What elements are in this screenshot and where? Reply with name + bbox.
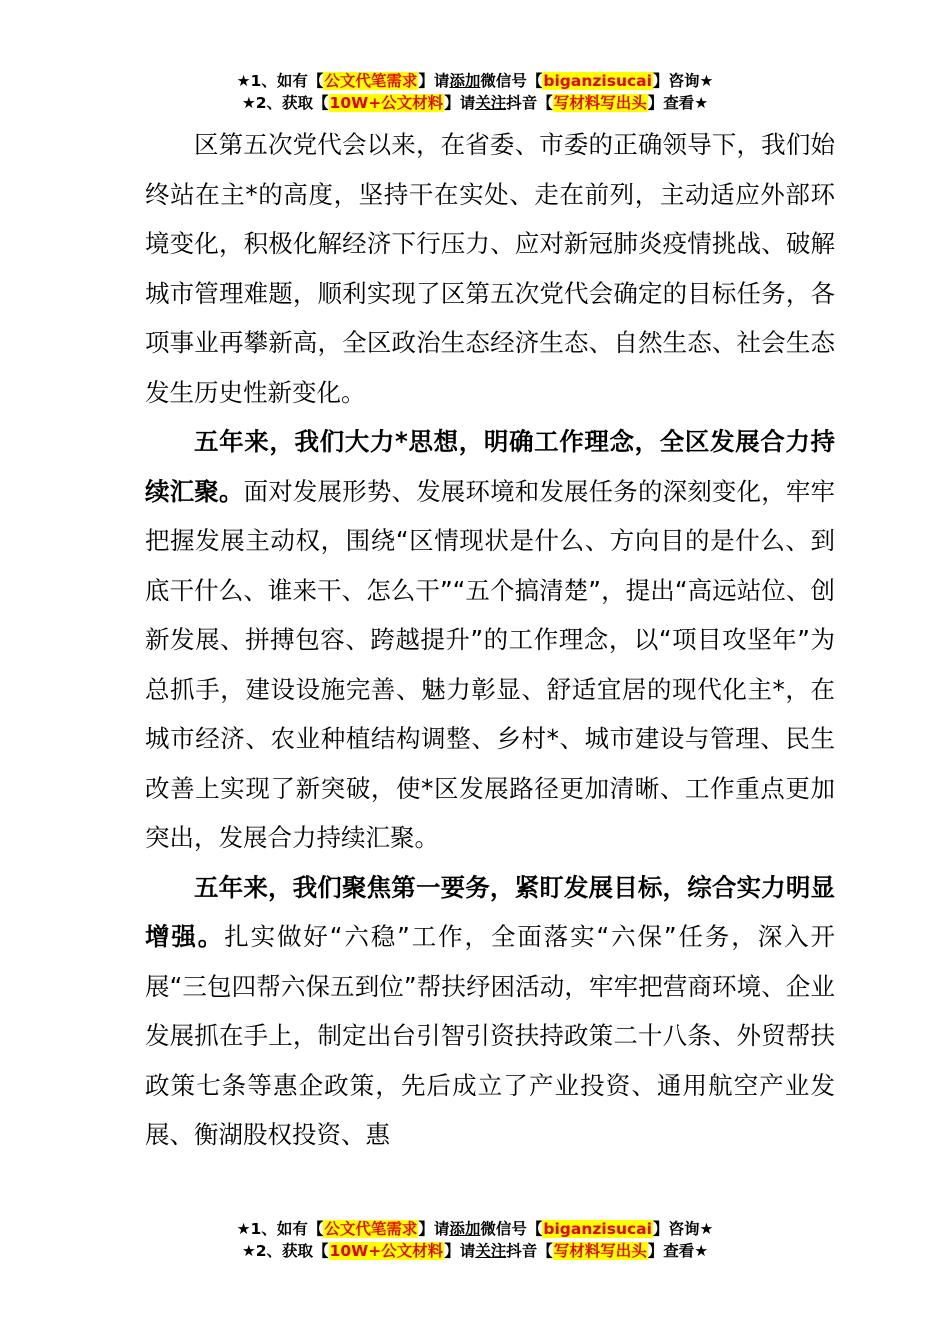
footer-banner — [0, 1218, 950, 1262]
highlight-wechat-id: biganzisucai — [543, 1220, 652, 1238]
footer-line-2: ★2、获取【10W+公文材料】请关注抖音【写材料写出头】查看★ — [241, 1242, 709, 1260]
banner-line-1: ★1、如有【公文代笔需求】请添加微信号【biganzisucai】咨询★ — [236, 72, 714, 90]
banner-line-2: ★2、获取【10W+公文材料】请关注抖音【写材料写出头】查看★ — [241, 94, 709, 112]
footer-line-1: ★1、如有【公文代笔需求】请添加微信号【biganzisucai】咨询★ — [236, 1220, 714, 1238]
header-banner — [0, 70, 950, 114]
paragraph-ideology: 五年来，我们大力*思想，明确工作理念，全区发展合力持续汇聚。面对发展形势、发展环境和发展任务的深刻变化，牢牢把握发展主动权，围绕“区情现状是什么、方向目的是什么、到底干什么、谁来干、怎么干”“五个搞清楚”，提出“高远站位、创新发展、拼搏包容、跨越提升”的工作理念，以“项目攻坚年”为总抓手，建设设施完善、魅力彰显、舒适宜居的现代化主*，在城市经济、农业种植结构调整、乡村*、城市建设与管理、民生改善上实现了新突破，使*区发展路径更加清晰、工作重点更加突出，发展合力持续汇聚。 — [145, 427, 835, 852]
highlight-wechat-id: biganzisucai — [543, 72, 652, 90]
highlight-materials: 10W+公文材料 — [329, 1242, 444, 1260]
paragraph-intro: 区第五次党代会以来，在省委、市委的正确领导下，我们始终站在主*的高度，坚持干在实处、走在前列，主动适应外部环境变化，积极化解经济下行压力、应对新冠肺炎疫情挑战、破解城市管理难题，顺利实现了区第五次党代会确定的目标任务，各项事业再攀新高，全区政治生态经济生态、自然生态、社会生态发生历史性新变化。 — [145, 130, 835, 407]
paragraph-economy: 五年来，我们聚焦第一要务，紧盯发展目标，综合实力明显增强。扎实做好“六稳”工作，全面落实“六保”任务，深入开展“三包四帮六保五到位”帮扶纾困活动，牢牢把营商环境、企业发展抓在手上，制定出台引智引资扶持政策二十八条、外贸帮扶政策七条等惠企政策，先后成立了产业投资、通用航空产业发展、衡湖股权投资、惠 — [145, 872, 835, 1149]
highlight-service: 公文代笔需求 — [324, 72, 418, 90]
highlight-douyin: 写材料写出头 — [553, 94, 647, 112]
highlight-douyin: 写材料写出头 — [553, 1242, 647, 1260]
document-body — [145, 120, 835, 1160]
highlight-materials: 10W+公文材料 — [329, 94, 444, 112]
highlight-service: 公文代笔需求 — [324, 1220, 418, 1238]
